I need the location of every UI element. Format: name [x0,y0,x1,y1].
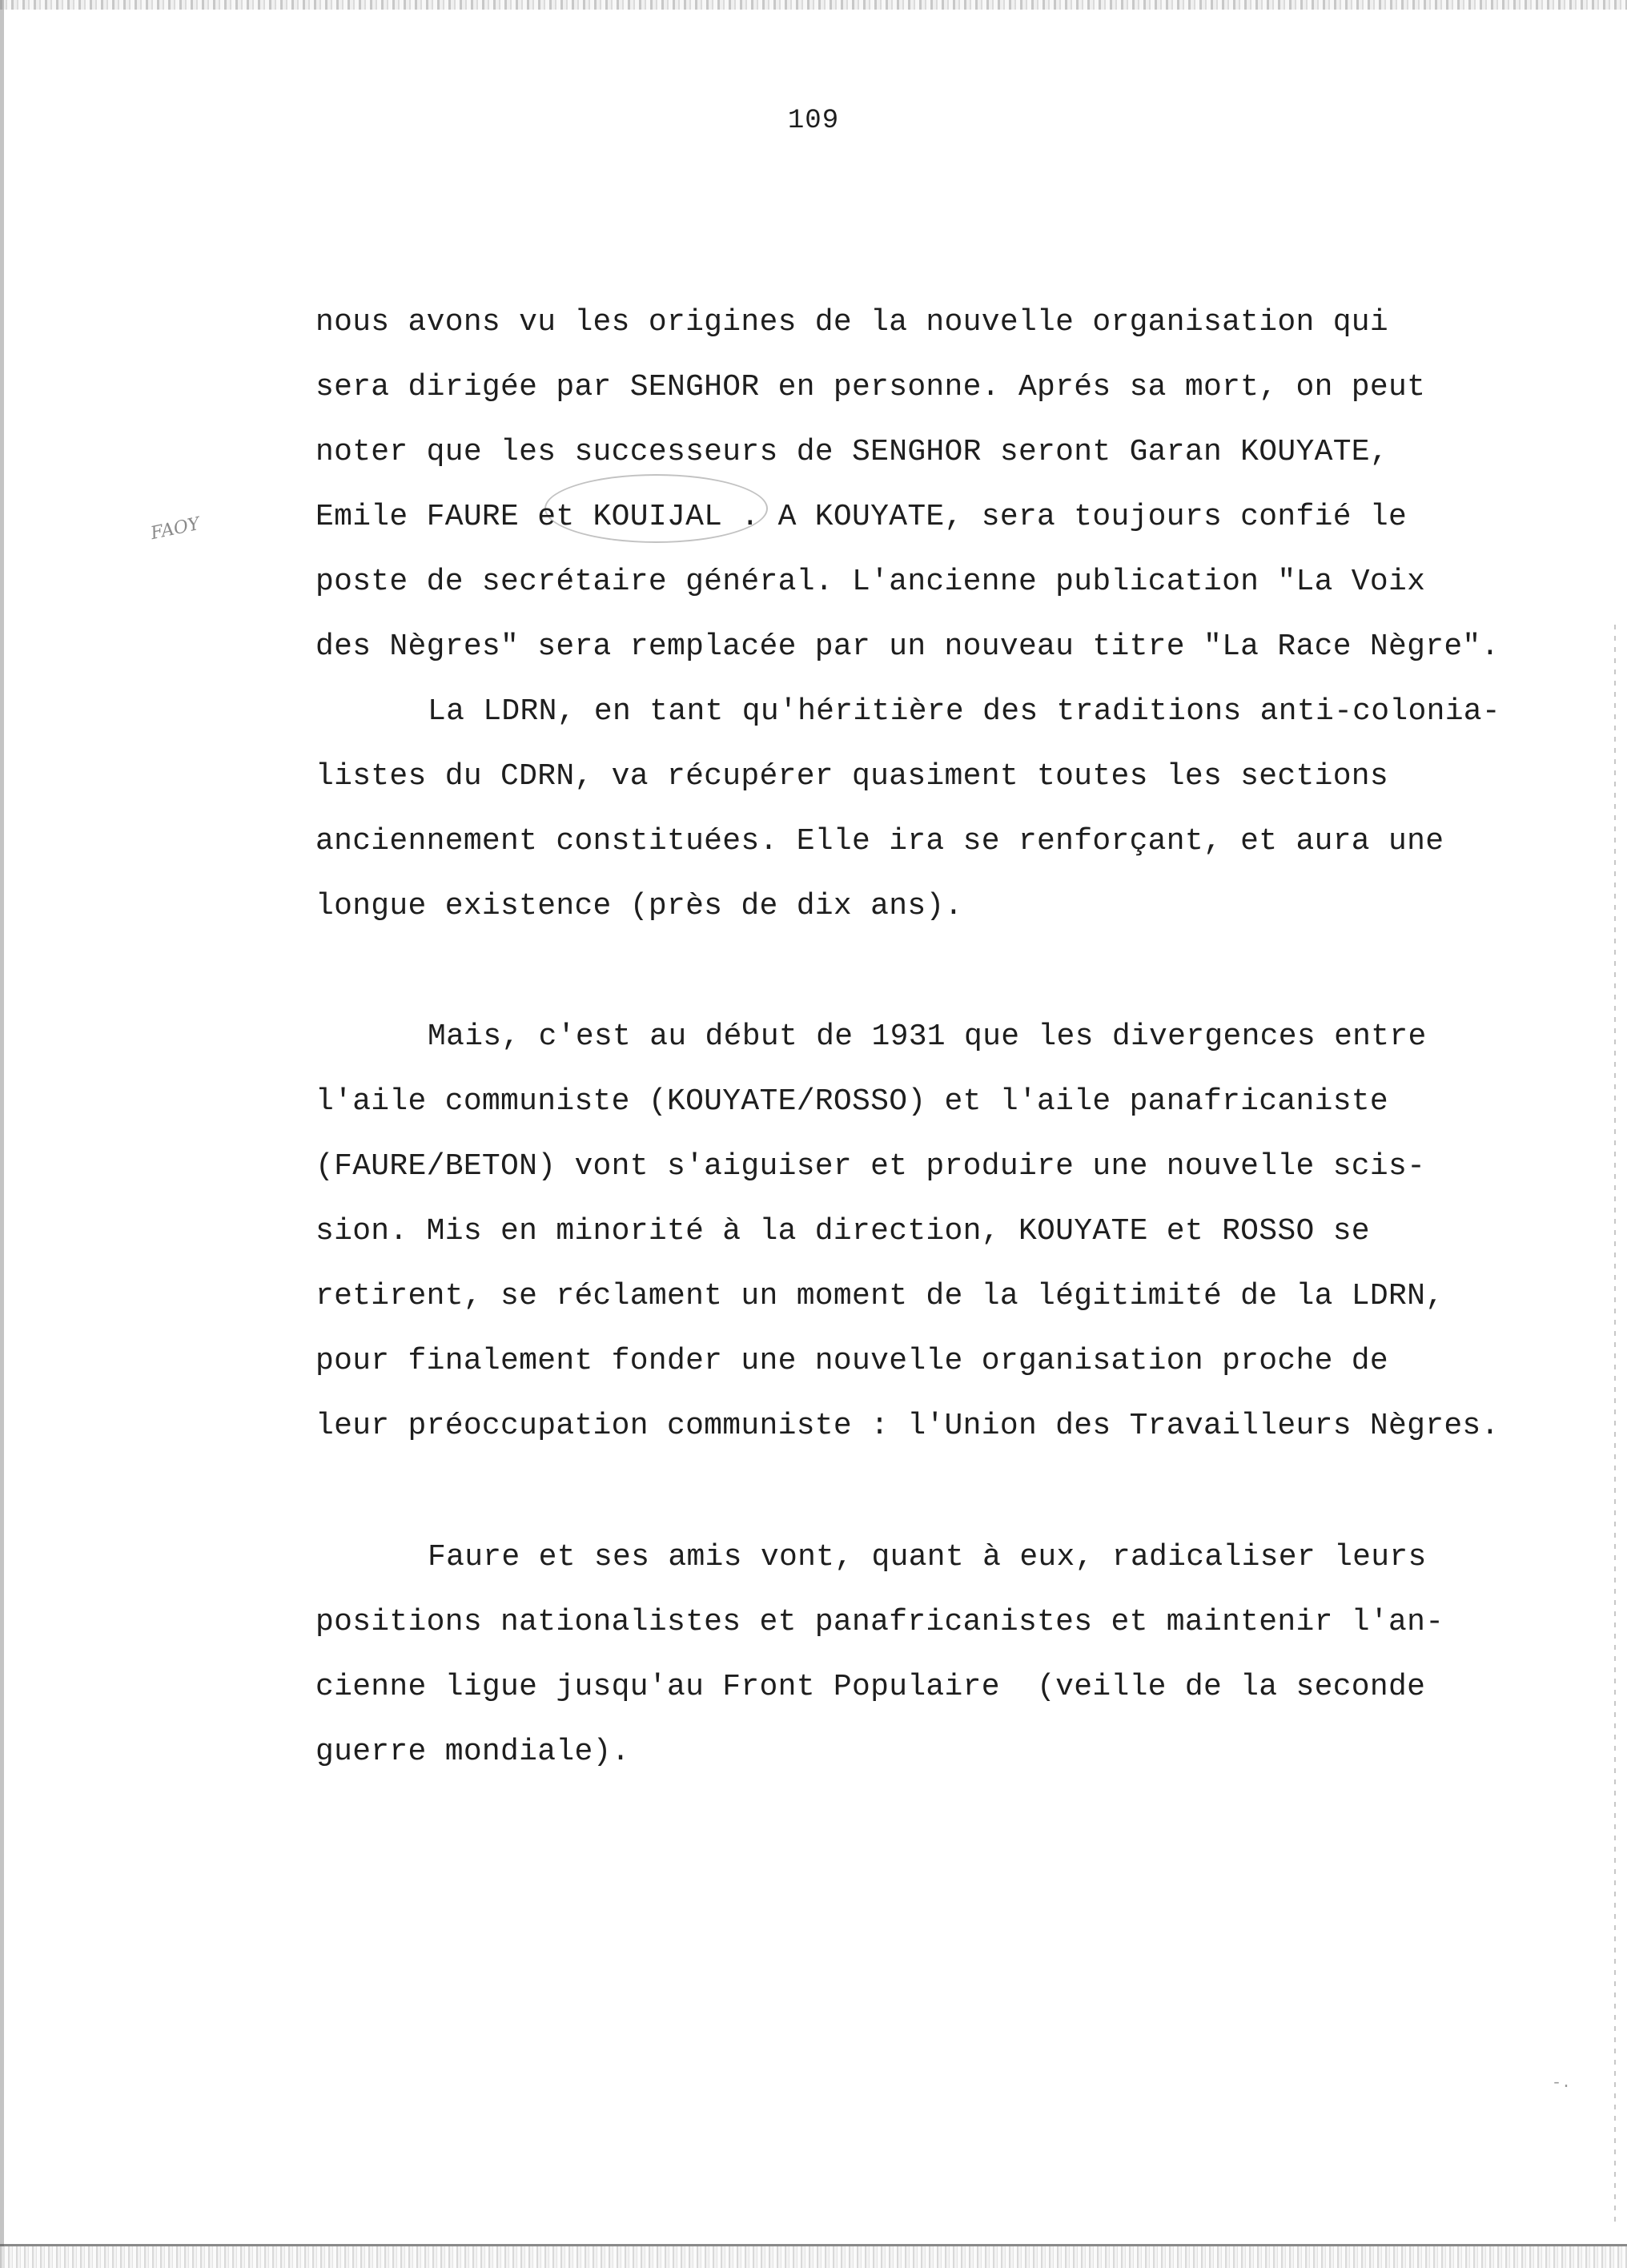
text-line: anciennement constituées. Elle ira se renforçant, et aura une [315,824,1444,859]
text-line: noter que les successeurs de SENGHOR seront Garan KOUYATE, [315,435,1389,469]
text-line: poste de secrétaire général. L'ancienne publication "La Voix [315,565,1426,599]
text-line: La LDRN, en tant qu'héritière des traditions anti-colonia- [428,694,1501,729]
text-line: leur préoccupation communiste : l'Union des Travailleurs Nègres. [315,1409,1500,1443]
paragraph-4 [315,1525,1605,1784]
text-line: listes du CDRN, va récupérer quasiment toutes les sections [315,759,1389,794]
text-line: guerre mondiale). [315,1735,630,1769]
text-line: cienne ligue jusqu'au Front Populaire (veille de la seconde [315,1670,1426,1704]
text-line: Faure et ses amis vont, quant à eux, radicaliser leurs [428,1540,1427,1574]
handwritten-margin-note: FAOY [149,513,202,545]
stray-mark: -. [1551,2074,1571,2093]
text-line: sera dirigée par SENGHOR en personne. Aprés sa mort, on peut [315,370,1426,404]
text-line: sion. Mis en minorité à la direction, KOUYATE et ROSSO se [315,1214,1370,1249]
text-line: (FAURE/BETON) vont s'aiguiser et produire une nouvelle scis- [315,1149,1426,1184]
text-line: Emile FAURE et KOUIJAL . A KOUYATE, sera toujours confié le [315,500,1408,534]
text-line: l'aile communiste (KOUYATE/ROSSO) et l'aile panafricaniste [315,1084,1389,1119]
page-number: 109 [787,106,840,136]
text-line: pour finalement fonder une nouvelle organisation proche de [315,1344,1389,1378]
paragraph-2 [315,679,1605,939]
scan-border-top [0,0,1627,10]
text-line: des Nègres" sera remplacée par un nouveau titre "La Race Nègre". [315,629,1500,664]
text-line: positions nationalistes et panafricanistes et maintenir l'an- [315,1605,1444,1639]
paragraph-3 [315,1004,1605,1458]
scan-border-bottom [0,2244,1627,2268]
text-line: longue existence (près de dix ans). [315,889,963,923]
scan-border-right [1614,625,1616,2226]
text-line: nous avons vu les origines de la nouvelle organisation qui [315,305,1389,340]
paragraph-1 [315,290,1605,679]
text-line: retirent, se réclament un moment de la légitimité de la LDRN, [315,1279,1444,1313]
text-line: Mais, c'est au début de 1931 que les divergences entre [428,1019,1427,1054]
scan-border-left [0,0,4,2268]
